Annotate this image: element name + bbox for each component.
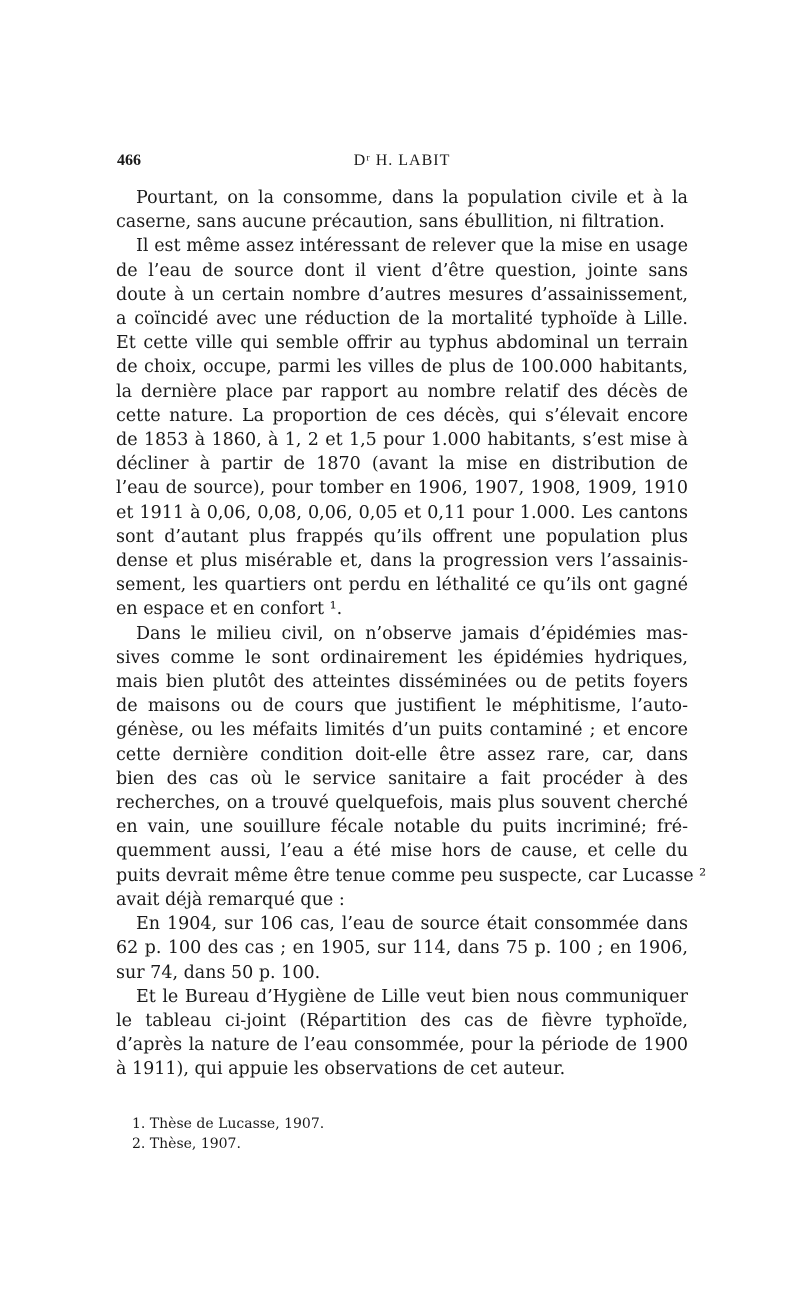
text-line: cette nature. La proportion de ces décès, qui s’élevait encore bbox=[116, 405, 688, 426]
running-head: Dʳ H. LABIT bbox=[353, 152, 451, 169]
text-line: avait déjà remarqué que : bbox=[116, 889, 345, 910]
text-line: la dernière place par rapport au nombre relatif des décès de bbox=[116, 381, 688, 402]
text-line: doute à un certain nombre d’autres mesures d’assainissement, bbox=[116, 284, 688, 305]
text-line: Et le Bureau d’Hygiène de Lille veut bien nous communiquer bbox=[136, 986, 688, 1007]
text-line: sur 74, dans 50 p. 100. bbox=[116, 962, 321, 983]
text-line: Et cette ville qui semble offrir au typhus abdominal un terrain bbox=[116, 333, 688, 354]
text-line: d’après la nature de l’eau consommée, pour la période de 1900 bbox=[116, 1035, 688, 1056]
text-line: Pourtant, on la consomme, dans la population civile et à la bbox=[136, 188, 688, 208]
text-line: l’eau de source), pour tomber en 1906, 1907, 1908, 1909, 1910 bbox=[116, 478, 688, 499]
page-header bbox=[117, 152, 687, 174]
text-line: puits devrait même être tenue comme peu suspecte, car Lucasse ² bbox=[116, 865, 707, 886]
text-line: sont d’autant plus frappés qu’ils offrent une population plus bbox=[116, 526, 688, 547]
text-line: mais bien plutôt des atteintes disséminées ou de petits foyers bbox=[116, 672, 688, 693]
page-number: 466 bbox=[117, 152, 141, 169]
text-line: en espace et en confort ¹. bbox=[116, 599, 343, 620]
footnote-1: 1. Thèse de Lucasse, 1907. bbox=[132, 1116, 325, 1132]
text-line: sement, les quartiers ont perdu en léthalité ce qu’ils ont gagné bbox=[116, 575, 688, 596]
text-line: en vain, une souillure fécale notable du puits incriminé; fré- bbox=[116, 817, 688, 838]
text-line: et 1911 à 0,06, 0,08, 0,06, 0,05 et 0,11 pour 1.000. Les cantons bbox=[116, 502, 688, 523]
text-line: quemment aussi, l’eau a été mise hors de cause, et celle du bbox=[116, 841, 688, 862]
text-line: sives comme le sont ordinairement les épidémies hydriques, bbox=[116, 647, 688, 668]
text-line: génèse, ou les méfaits limités d’un puits contaminé ; et encore bbox=[116, 720, 688, 741]
text-line: de 1853 à 1860, à 1, 2 et 1,5 pour 1.000 habitants, s’est mise à bbox=[116, 430, 688, 451]
text-line: décliner à partir de 1870 (avant la mise en distribution de bbox=[116, 454, 688, 475]
text-line: à 1911), qui appuie les observations de cet auteur. bbox=[116, 1059, 566, 1080]
text-line: cette dernière condition doit-elle être assez rare, car, dans bbox=[116, 744, 688, 765]
text-line: En 1904, sur 106 cas, l’eau de source était consommée dans bbox=[136, 914, 688, 935]
text-line: de l’eau de source dont il vient d’être question, jointe sans bbox=[116, 260, 688, 281]
text-line: caserne, sans aucune précaution, sans ébullition, ni filtration. bbox=[116, 212, 665, 233]
footnote-2: 2. Thèse, 1907. bbox=[132, 1136, 241, 1152]
text-line: dense et plus misérable et, dans la progression vers l’assainis- bbox=[116, 551, 688, 572]
footnotes bbox=[132, 1114, 672, 1154]
text-line: a coïncidé avec une réduction de la mortalité typhoïde à Lille. bbox=[116, 309, 688, 330]
text-line: bien des cas où le service sanitaire a fait procéder à des bbox=[116, 768, 688, 789]
text-line: de maisons ou de cours que justifient le méphitisme, l’auto- bbox=[116, 696, 688, 717]
text-line: recherches, on a trouvé quelquefois, mais plus souvent cherché bbox=[116, 793, 688, 814]
text-line: de choix, occupe, parmi les villes de plus de 100.000 habitants, bbox=[116, 357, 688, 378]
text-line: Il est même assez intéressant de relever que la mise en usage bbox=[136, 236, 688, 257]
text-line: Dans le milieu civil, on n’observe jamais d’épidémies mas- bbox=[136, 623, 688, 644]
text-line: le tableau ci-joint (Répartition des cas de fièvre typhoïde, bbox=[116, 1010, 688, 1031]
body-text bbox=[116, 186, 707, 1082]
text-line: 62 p. 100 des cas ; en 1905, sur 114, dans 75 p. 100 ; en 1906, bbox=[116, 938, 688, 959]
